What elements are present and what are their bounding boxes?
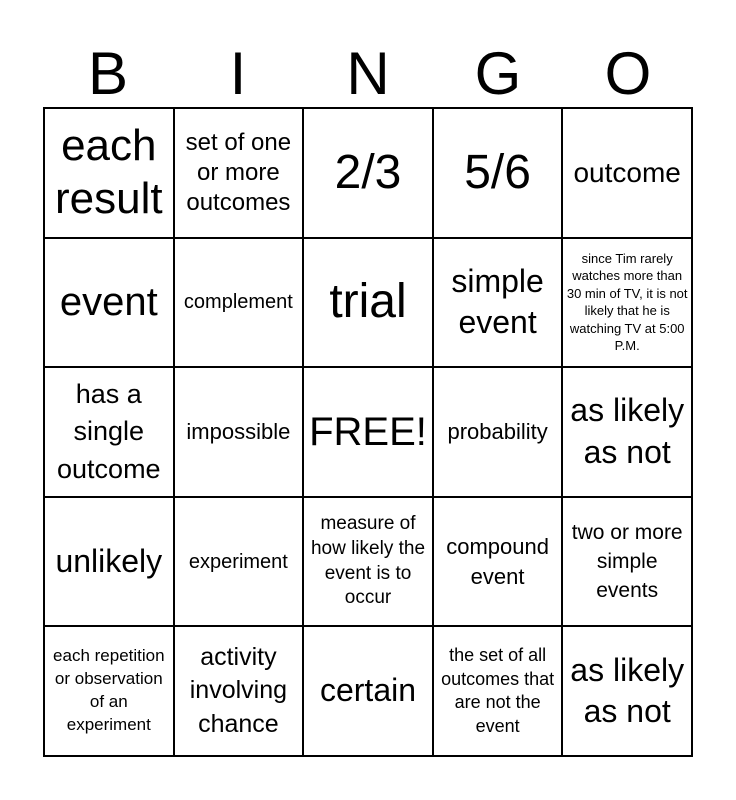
header-letter-n: N: [346, 40, 390, 107]
cell-text: two or more simple events: [571, 520, 683, 603]
cell-text: 2/3: [334, 145, 402, 199]
bingo-cell-r2c3[interactable]: [303, 238, 433, 368]
cell-text: activity involving chance: [189, 642, 288, 739]
cell-text: as likely as not: [570, 651, 685, 730]
bingo-cell-r4c3[interactable]: [303, 497, 433, 627]
cell-text: impossible: [186, 419, 291, 445]
header-letter-o: O: [604, 40, 652, 107]
bingo-cell-r1c2[interactable]: [174, 108, 304, 238]
cell-text: each repetition or observation of an experiment: [53, 646, 165, 735]
bingo-cell-r5c4[interactable]: [433, 626, 563, 756]
bingo-cell-r5c5[interactable]: [562, 626, 692, 756]
header-letter-i: I: [229, 40, 247, 107]
cell-text: each result: [55, 121, 163, 223]
bingo-cell-r4c5[interactable]: [562, 497, 692, 627]
bingo-cell-r2c5[interactable]: [562, 238, 692, 368]
bingo-cell-r5c3[interactable]: [303, 626, 433, 756]
cell-text: compound event: [446, 533, 549, 589]
cell-text: set of one or more outcomes: [185, 128, 292, 216]
bingo-cell-r1c1[interactable]: [44, 108, 174, 238]
cell-text: as likely as not: [570, 392, 685, 470]
bingo-cell-r4c1[interactable]: [44, 497, 174, 627]
cell-text: simple event: [451, 262, 544, 341]
bingo-cell-r2c4[interactable]: [433, 238, 563, 368]
cell-text: has a single outcome: [57, 379, 161, 484]
bingo-cell-r3c3[interactable]: [303, 367, 433, 497]
cell-text: unlikely: [55, 542, 163, 579]
bingo-cell-r4c2[interactable]: [174, 497, 304, 627]
bingo-cell-r3c5[interactable]: [562, 367, 692, 497]
bingo-cell-r5c2[interactable]: [174, 626, 304, 756]
header-letter-b: B: [87, 40, 129, 107]
bingo-cell-r3c4[interactable]: [433, 367, 563, 497]
cell-text: trial: [329, 275, 407, 329]
cell-text: certain: [319, 672, 417, 709]
bingo-cell-r2c1[interactable]: [44, 238, 174, 368]
bingo-cell-r1c3[interactable]: [303, 108, 433, 238]
bingo-cell-r1c4[interactable]: [433, 108, 563, 238]
bingo-board: [43, 107, 693, 757]
bingo-cell-r1c5[interactable]: [562, 108, 692, 238]
cell-text: 5/6: [464, 145, 531, 199]
bingo-cell-r5c1[interactable]: [44, 626, 174, 756]
bingo-cell-r3c2[interactable]: [174, 367, 304, 497]
cell-text: probability: [447, 419, 548, 445]
bingo-cell-r4c4[interactable]: [433, 497, 563, 627]
cell-text: experiment: [188, 550, 288, 573]
cell-text: since Tim rarely watches more than 30 min of TV, it is not likely that he is watching TV at 5:00 P.M.: [566, 250, 688, 354]
cell-text: measure of how likely the event is to occur: [310, 513, 426, 609]
bingo-cell-r2c2[interactable]: [174, 238, 304, 368]
cell-text: FREE!: [309, 409, 427, 454]
cell-text: event: [59, 280, 158, 325]
cell-text: the set of all outcomes that are not the event: [441, 645, 555, 736]
cell-text: complement: [183, 291, 293, 314]
cell-text: outcome: [573, 156, 681, 188]
header-letter-g: G: [474, 40, 522, 107]
bingo-cell-r3c1[interactable]: [44, 367, 174, 497]
bingo-header: [43, 40, 693, 108]
